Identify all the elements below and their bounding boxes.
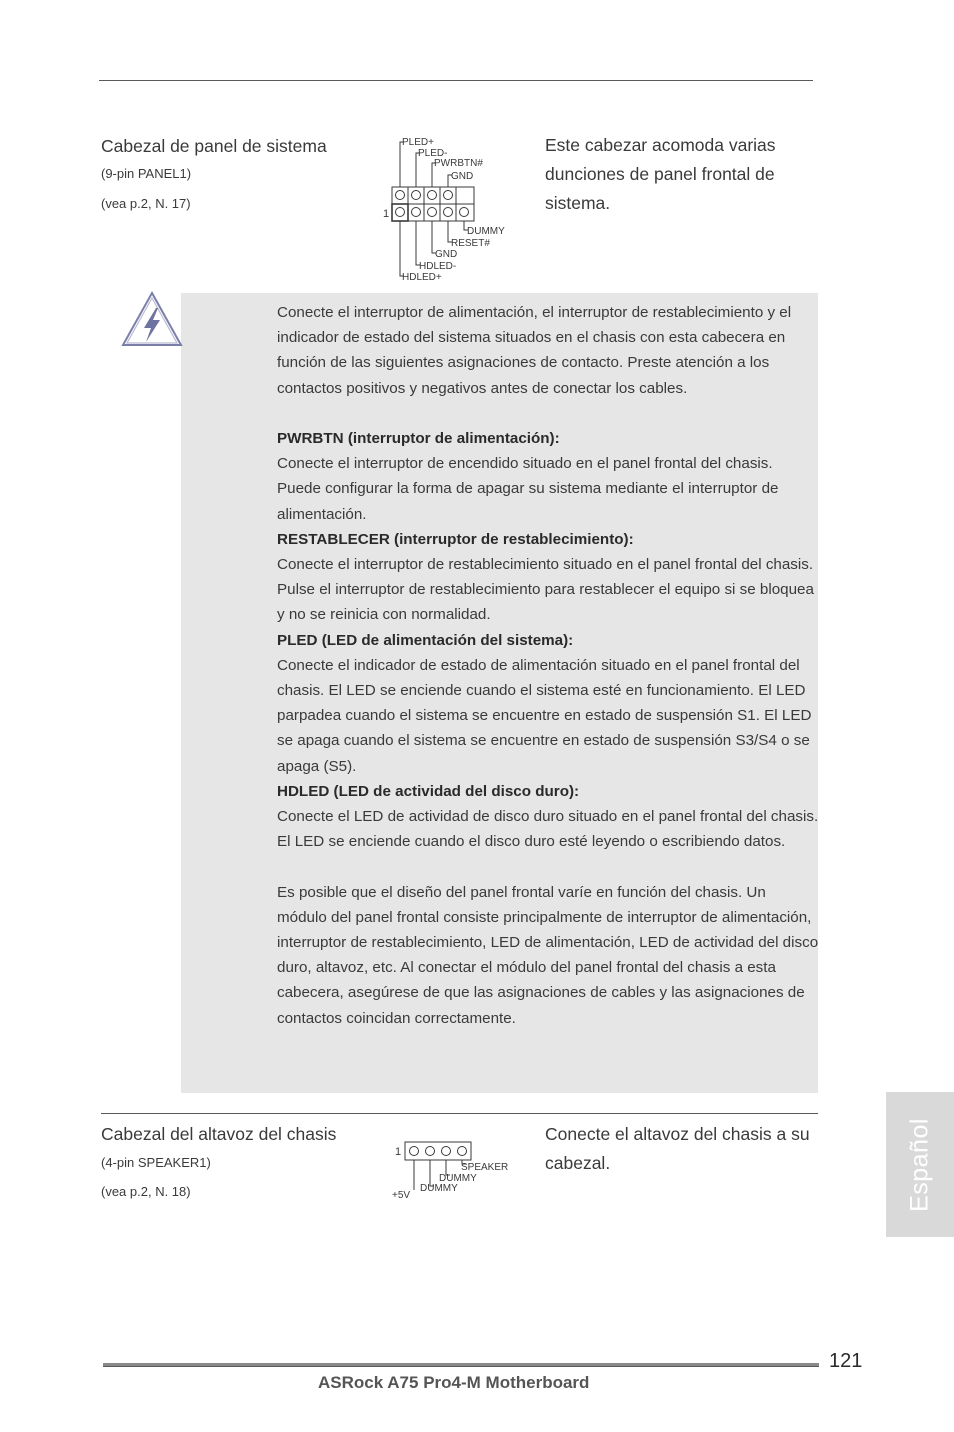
footer-title: ASRock A75 Pro4-M Motherboard	[318, 1373, 590, 1392]
label-hdled-minus: HDLED-	[419, 261, 457, 272]
footer-rule	[103, 1363, 819, 1367]
note-item-body: Conecte el interruptor de encendido situado en el panel frontal del chasis. Puede configurar la forma de apagar su sistema mediante el interruptor de alimentación.	[277, 455, 779, 523]
label-gnd-bottom: GND	[435, 249, 458, 260]
note-item-body: Conecte el LED de actividad de disco duro situado en el panel frontal del chasis. El LED se enciende cuando el disco duro esté leyendo o escribiendo datos.	[277, 808, 819, 851]
section2-reference: (vea p.2, N. 18)	[101, 1184, 191, 1199]
page-number: 121	[829, 1350, 863, 1372]
leader-line	[416, 221, 420, 265]
note-item-body: Conecte el interruptor de restablecimiento situado en el panel frontal del chasis. Pulse el interruptor de restablecimiento para restablecer el equipo si se bloquea y no se reinicia con normalidad.	[277, 556, 814, 624]
label-pled-plus: PLED+	[402, 137, 434, 148]
language-tab	[886, 1092, 954, 1237]
note-intro: Conecte el interruptor de alimentación, el interruptor de restablecimiento y el indicador de estado del sistema situados en el chasis con esta cabecera en función de las siguientes asignaciones de contacto. Preste atención a los contactos positivos y negativos antes de conectar los cables.	[277, 304, 792, 397]
section1-title: Cabezal de panel de sistema	[101, 136, 327, 156]
leader-line	[400, 142, 404, 187]
panel-header-diagram	[380, 130, 530, 285]
label-dummy-lower: DUMMY	[420, 1183, 458, 1194]
leader-line	[400, 221, 404, 276]
note-heading-pled: PLED (LED de alimentación del sistema):	[277, 631, 574, 649]
note-item-heading	[277, 426, 819, 451]
note-text	[277, 300, 819, 1031]
note-heading-pwrbtn: PWRBTN (interruptor de alimentación):	[277, 430, 560, 447]
note-item-heading	[277, 779, 819, 804]
section2-description: Conecte el altavoz del chasis a su cabezal.	[545, 1124, 810, 1173]
label-reset: RESET#	[451, 238, 490, 249]
label-pled-minus: PLED-	[418, 148, 448, 159]
note-item-heading	[277, 628, 819, 653]
label-gnd-top: GND	[451, 171, 474, 182]
section1-description: Este cabezar acomoda varias dunciones de panel frontal de sistema.	[545, 135, 776, 213]
note-heading-hdled: HDLED (LED de actividad del disco duro):	[277, 782, 580, 800]
section2-title: Cabezal del altavoz del chasis	[101, 1124, 337, 1144]
note-closing: Es posible que el diseño del panel frontal varíe en función del chasis. Un módulo del panel frontal consiste principalmente de interruptor de alimentación, interruptor de restablecimiento, LED de alimentación, LED de actividad del disco duro, altavoz, etc. Al conectar el módulo del panel frontal del chasis a esta cabecera, asegúrese de que las asignaciones de cables y las asignaciones de contactos coincidan correctamente.	[277, 883, 819, 1027]
label-pwrbtn: PWRBTN#	[434, 158, 483, 169]
section1-pin-info: (9-pin PANEL1)	[101, 166, 192, 181]
section1-reference: (vea p.2, N. 17)	[101, 196, 191, 211]
section2-rule	[101, 1113, 818, 1114]
top-rule	[99, 80, 813, 81]
speaker-header-diagram	[388, 1138, 523, 1202]
language-tab-label: Español	[905, 1117, 934, 1212]
note-item-heading	[277, 527, 819, 552]
section2-pin-info: (4-pin SPEAKER1)	[101, 1155, 211, 1170]
note-heading-reset: RESTABLECER (interruptor de restablecimiento):	[277, 530, 634, 548]
label-speaker: SPEAKER	[461, 1162, 509, 1173]
label-dummy-upper: DUMMY	[439, 1173, 477, 1184]
label-plus5v: +5V	[392, 1190, 411, 1201]
pin-one-marker: 1	[395, 1146, 402, 1158]
label-hdled-plus: HDLED+	[402, 272, 442, 283]
pin-one-marker: 1	[383, 208, 390, 220]
label-dummy: DUMMY	[467, 226, 505, 237]
header-frame	[405, 1142, 471, 1160]
note-item-body: Conecte el indicador de estado de alimentación situado en el panel frontal del chasis. El LED se enciende cuando el sistema esté en funcionamiento. El LED parpadea cuando el sistema se encuentre en estado de suspensión S1. El LED se apaga cuando el sistema se encuentre en estado de suspensión S3/S4 o se apaga (S5).	[277, 656, 812, 775]
warning-icon	[120, 290, 184, 352]
